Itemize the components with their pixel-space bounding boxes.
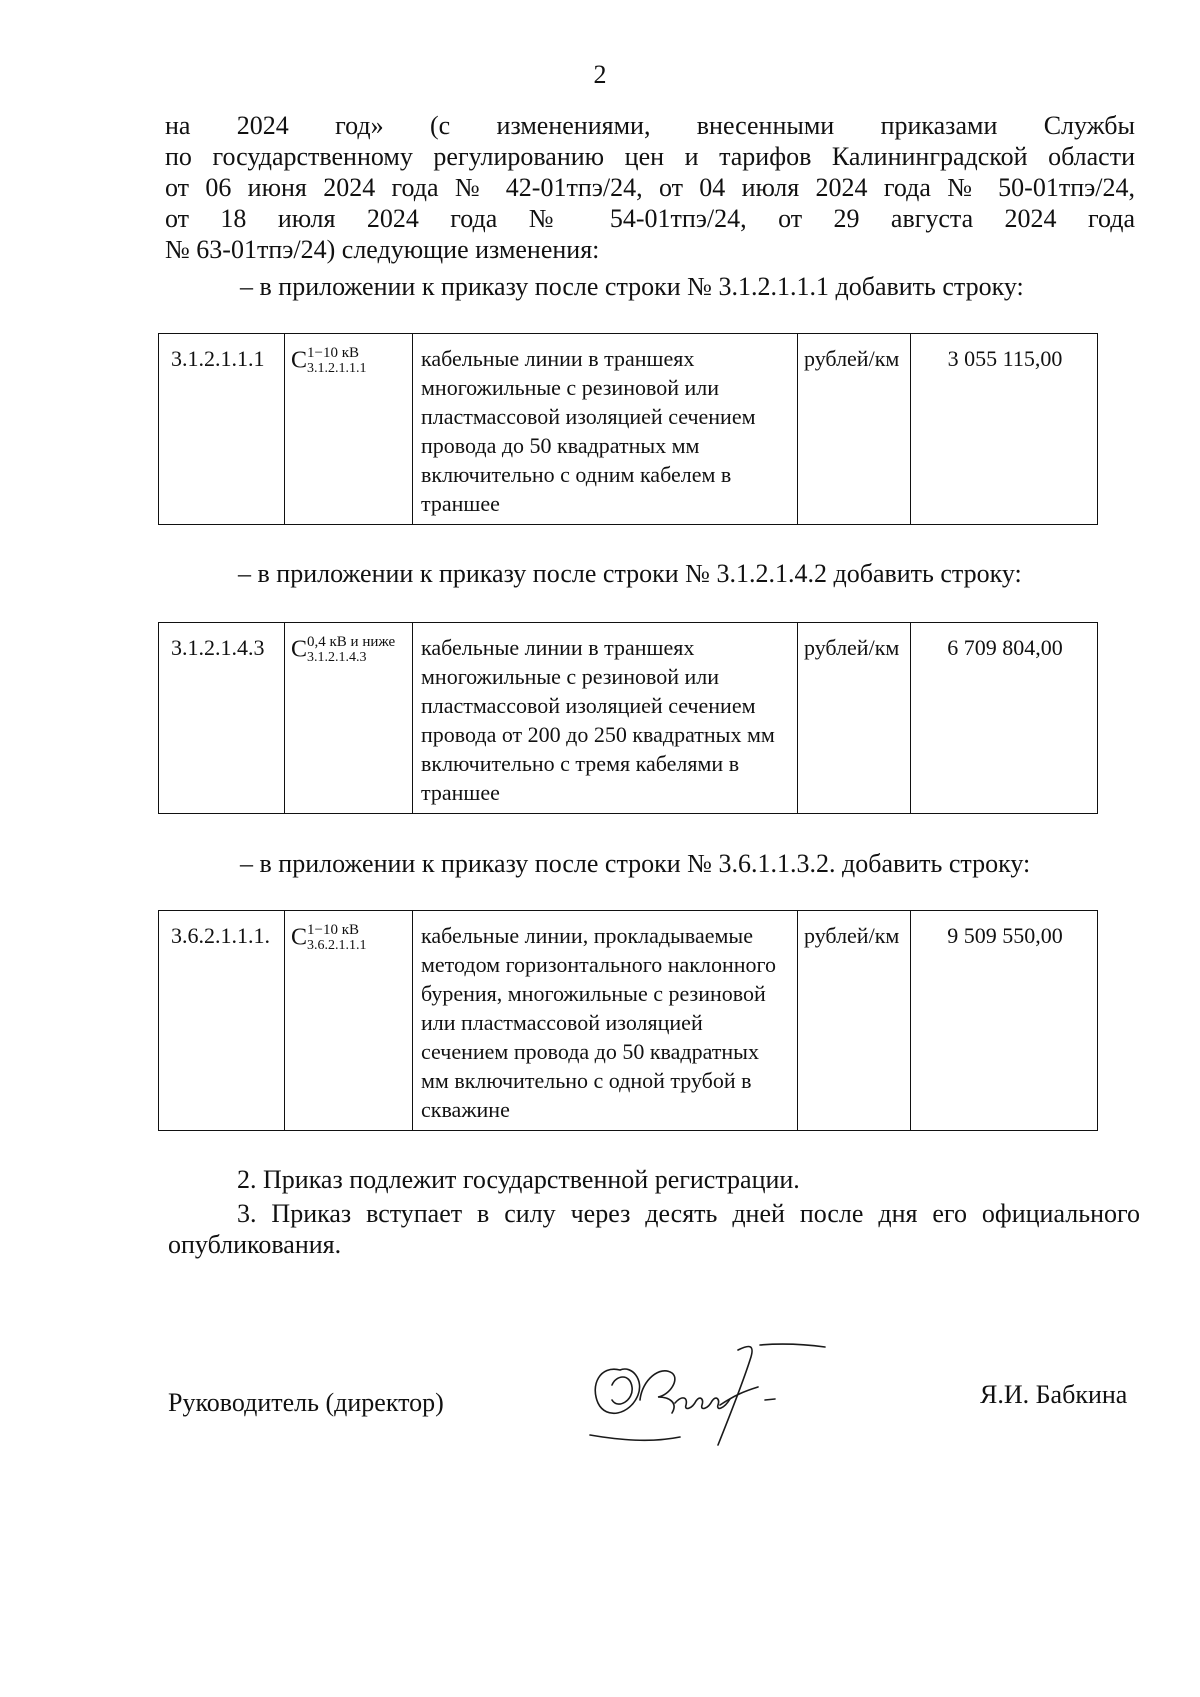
amendment-instruction: – в приложении к приказу после строки № 3.1.2.1.4.2 добавить строку: (238, 559, 1022, 588)
symbol-base: С (291, 924, 308, 951)
symbol-subscript: 3.1.2.1.1.1 (307, 360, 367, 376)
paragraph-3: 3. Приказ вступает в силу через десять дней после дня его официального опубликования. (168, 1199, 1140, 1259)
intro-line: на 2024 год» (с изменениями, внесенными приказами Службы (165, 111, 1135, 140)
page-number: 2 (593, 60, 607, 89)
intro-line: от 06 июня 2024 года № 42-01тпэ/24, от 04 июля 2024 года № 50-01тпэ/24, (165, 173, 1135, 202)
signatory-title: Руководитель (директор) (168, 1388, 444, 1417)
paragraph-2: 2. Приказ подлежит государственной регистрации. (237, 1165, 800, 1194)
table-row (159, 334, 1098, 525)
handwritten-signature (560, 1325, 830, 1455)
row-symbol (285, 623, 413, 814)
row-unit: рублей/км (798, 911, 911, 1131)
row-description: кабельные линии в траншеях многожильные с резиновой или пластмассовой изоляцией сечением провода от 200 до 250 квадратных мм включительно с тремя кабелями в траншее (413, 623, 798, 814)
symbol-subscript: 3.1.2.1.4.3 (307, 649, 367, 665)
amendment-instruction: – в приложении к приказу после строки № 3.1.2.1.1.1 добавить строку: (240, 272, 1024, 301)
row-symbol (285, 911, 413, 1131)
row-description: кабельные линии в траншеях многожильные с резиновой или пластмассовой изоляцией сечением провода до 50 квадратных мм включительно с одним кабелем в траншее (413, 334, 798, 525)
symbol-superscript: 1−10 кВ (307, 921, 360, 938)
amendment-table (158, 910, 1098, 1131)
row-price: 9 509 550,00 (911, 911, 1098, 1131)
table-row (159, 911, 1098, 1131)
row-price: 6 709 804,00 (911, 623, 1098, 814)
symbol-base: С (291, 636, 308, 663)
intro-line: № 63-01тпэ/24) следующие изменения: (165, 235, 600, 264)
row-code: 3.6.2.1.1.1. (159, 911, 285, 1131)
table-row (159, 623, 1098, 814)
row-code: 3.1.2.1.1.1 (159, 334, 285, 525)
amendment-instruction: – в приложении к приказу после строки № 3.6.1.1.3.2. добавить строку: (240, 849, 1031, 878)
row-unit: рублей/км (798, 623, 911, 814)
row-price: 3 055 115,00 (911, 334, 1098, 525)
signatory-name: Я.И. Бабкина (980, 1380, 1128, 1409)
row-symbol (285, 334, 413, 525)
intro-line: по государственному регулированию цен и тарифов Калининградской области (165, 142, 1135, 171)
row-code: 3.1.2.1.4.3 (159, 623, 285, 814)
symbol-superscript: 0,4 кВ и ниже (307, 633, 396, 650)
amendment-table (158, 622, 1098, 814)
symbol-base: С (291, 347, 308, 374)
symbol-subscript: 3.6.2.1.1.1 (307, 937, 367, 953)
row-unit: рублей/км (798, 334, 911, 525)
symbol-superscript: 1−10 кВ (307, 344, 360, 361)
amendment-table (158, 333, 1098, 525)
intro-line: от 18 июля 2024 года № 54-01тпэ/24, от 29 августа 2024 года (165, 204, 1135, 233)
intro-paragraph (165, 110, 1135, 265)
row-description: кабельные линии, прокладываемые методом горизонтального наклонного бурения, многожильные с резиновой или пластмассовой изоляцией сечением провода до 50 квадратных мм включительно с одной трубой в скважине (413, 911, 798, 1131)
